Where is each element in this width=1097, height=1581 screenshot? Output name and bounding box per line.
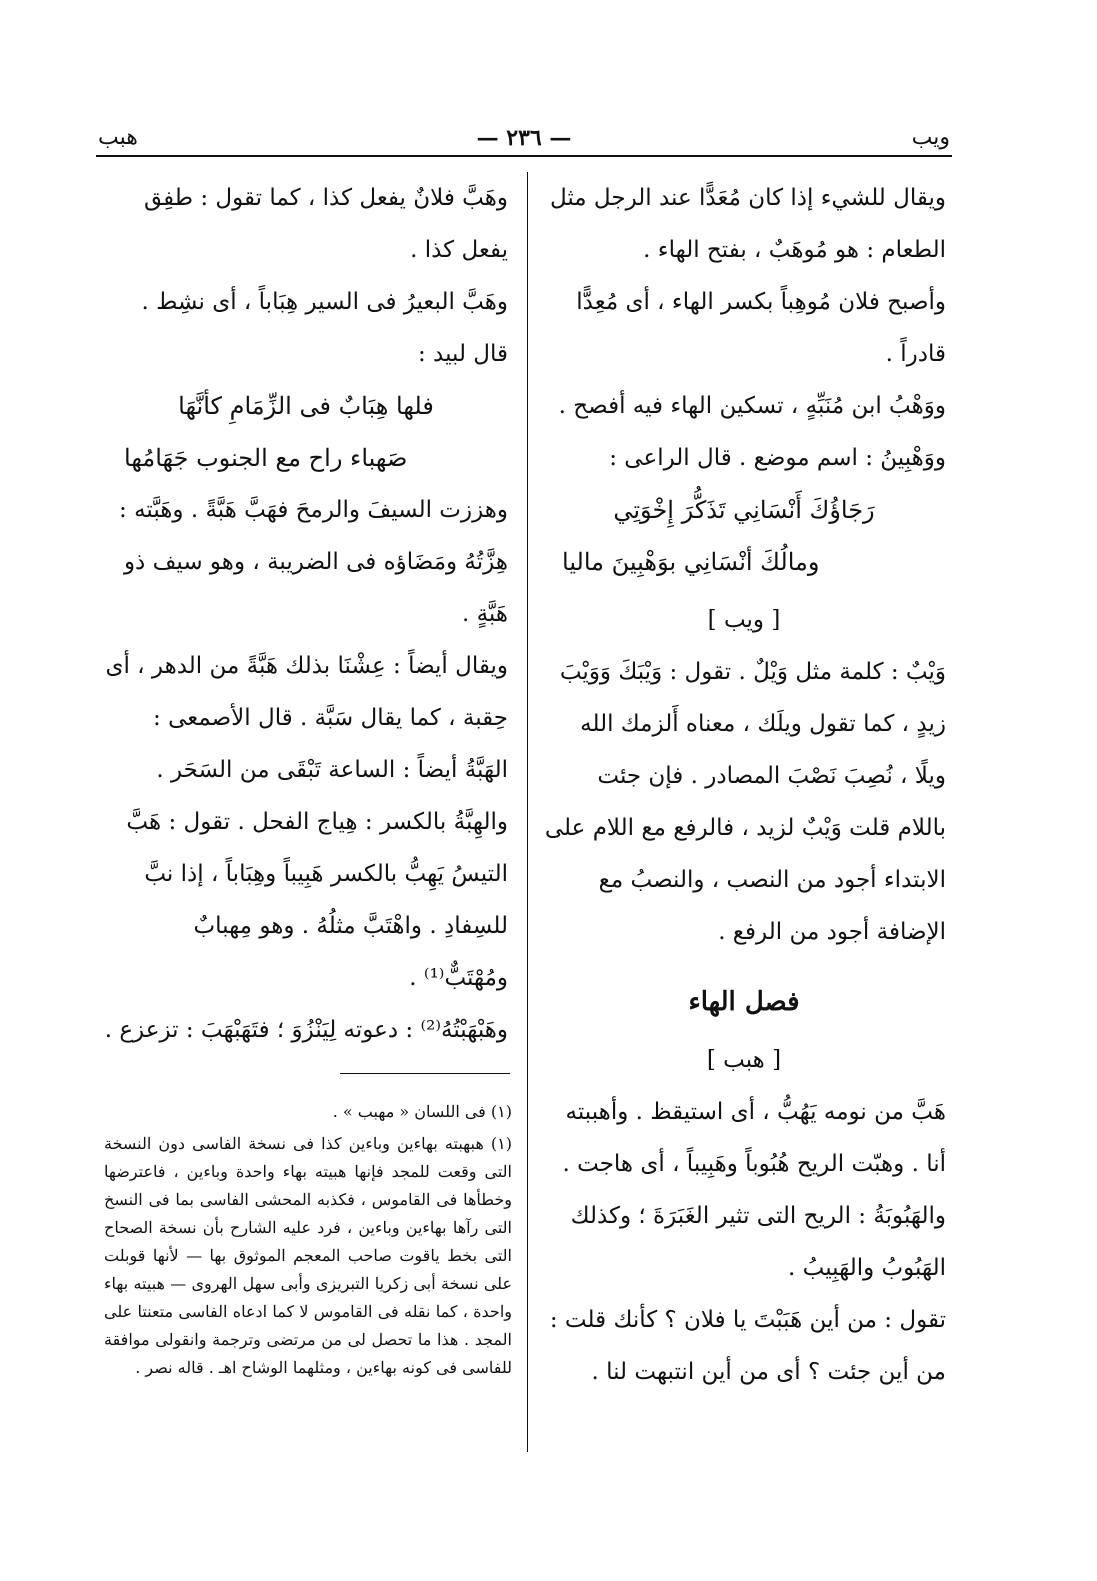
footnote-rule [340, 1073, 510, 1074]
section-title: فصل الهاء [688, 987, 800, 1017]
paragraph: وأصبح فلان مُوهِباً بكسر الهاء ، أى مُعِدًّا قادراً . [576, 289, 946, 367]
left-column [104, 172, 508, 1056]
paragraph: وهَبَّ البعيرُ فى السير هِبَاباً ، أى نشِط . [141, 289, 508, 315]
entry-heading: [ ويب ] [707, 607, 781, 633]
verse-line: فلها هِبَابٌ فى الزِّمَامِ كأنَّهَا [178, 392, 434, 420]
paragraph: وهززت السيفَ والرمحَ فهَبَّ هَبَّةً . وهَبَّته : هِزَّتُهُ ومَضَاؤه فى الضريبة ، وهو سيف ذو هَبَّةٍ . [119, 497, 508, 627]
header-left-entry: هبب [98, 125, 138, 150]
paragraph: وهَبْهَبْتُهُ⁽²⁾ : دعوته لِيَنْزُوَ ؛ فتَهَبْهَبَ : تزعزع . [104, 1017, 508, 1043]
footnote: (١) فى اللسان « مهبب » . [332, 1102, 512, 1121]
page-header [98, 125, 950, 155]
verse-line: رَجَاؤُكَ أَنْسَانِي تَذَكُّرَ إِخْوَتِي [613, 496, 875, 524]
paragraph: ووَهْبِينُ : اسم موضع . قال الراعى : [609, 445, 946, 471]
footnote: (١) هبهبته بهاءين وباءين كذا فى نسخة الفاسى دون النسخة التى وقعت للمجد فإنها هبيته بهاء واحدة وباءين ، فاعترضها وخطأها فى القاموس ، فكذبه المحشى الفاسى بما فى النسخ التى رآها بهاءين وباءين ، فرد عليه الشارح بأن نسخة الصحاح التى بخط ياقوت صاحب المعجم الموثوق بها — لأنها قوبلت على نسخة أبى زكريا التبريزى وأبى سهل الهروى — هبيته بهاء واحدة ، كما نقله فى القاموس لا كما ادعاه الفاسى متعنتا على المجد . هذا ما تحصل لى من مرتضى وترجمة وانقولى موافقة للفاسى فى كونه بهاءين ، ومثلهما الوشاح اهـ . قاله نصر . [104, 1134, 512, 1377]
paragraph: ووَهْبُ ابن مُنَبِّهٍ ، تسكين الهاء فيه أفصح . [558, 393, 946, 419]
paragraph: ويقال للشيء إذا كان مُعَدًّا عند الرجل مثل الطعام : هو مُوهَبٌ ، بفتح الهاء . [549, 185, 946, 263]
verse-line: ومالُكَ أنْسَانِي بوَهْبِينَ ماليا [562, 548, 820, 576]
page-number: — ٢٣٦ — [476, 125, 572, 151]
header-right-entry: ويب [911, 125, 950, 150]
verse-line: صَهباء راح مع الجنوب جَهَامُها [124, 444, 408, 472]
paragraph: وهَبَّ فلانٌ يفعل كذا ، كما تقول : طفِق يفعل كذا . [143, 185, 508, 263]
header-rule [96, 155, 952, 157]
footnotes [104, 1098, 512, 1386]
paragraph: ويقال أيضاً : عِشْنَا بذلك هَبَّةً من الدهر ، أى حِقبة ، كما يقال سَبَّة . قال الأصمعى : الهَبَّةُ أيضاً : الساعة تَبْقَى من السَحَر . [105, 653, 508, 783]
paragraph: هَبَّ من نومه يَهُبُّ ، أى استيقظ . وأهببته أنا . وهبّت الريح هُبُوباً وهَبِيباً ، أى هاجت . والهَبُوبَةُ : الريح التى تثير الغَبَرَةَ ؛ وكذلك الهَبُوبُ والهَبِيبُ . [562, 1099, 946, 1281]
right-column [542, 172, 946, 1398]
paragraph: وَيْبٌ : كلمة مثل وَيْلٌ . تقول : وَيْبَكَ وَوَيْبَ زيدٍ ، كما تقول ويلَك ، معناه أَلزمك الله ويلًا ، نُصِبَ نَصْبَ المصادر . فإن جئت باللام قلت وَيْبٌ لزيد ، فالرفع مع اللام على الابتداء أجود من النصب ، والنصبُ مع الإضافة أجود من الرفع . [544, 659, 946, 945]
paragraph: تقول : من أين هَبَبْتَ يا فلان ؟ كأنك قلت : من أين جئت ؟ أى من أين انتبهت لنا . [549, 1307, 946, 1385]
column-divider [527, 172, 528, 1452]
paragraph: والهِبَّةُ بالكسر : هِياج الفحل . تقول : هَبَّ التيسُ يَهِبُّ بالكسر هَبِيباً وهِبَاباً ، إذا نبَّ للسِفادِ . واهْتَبَّ مثلُهُ . وهو مِهبابٌ ومُهْتَبٌّ⁽¹⁾ . [126, 809, 508, 991]
paragraph: قال لبيد : [417, 341, 508, 367]
entry-heading: [ هبب ] [706, 1047, 782, 1073]
